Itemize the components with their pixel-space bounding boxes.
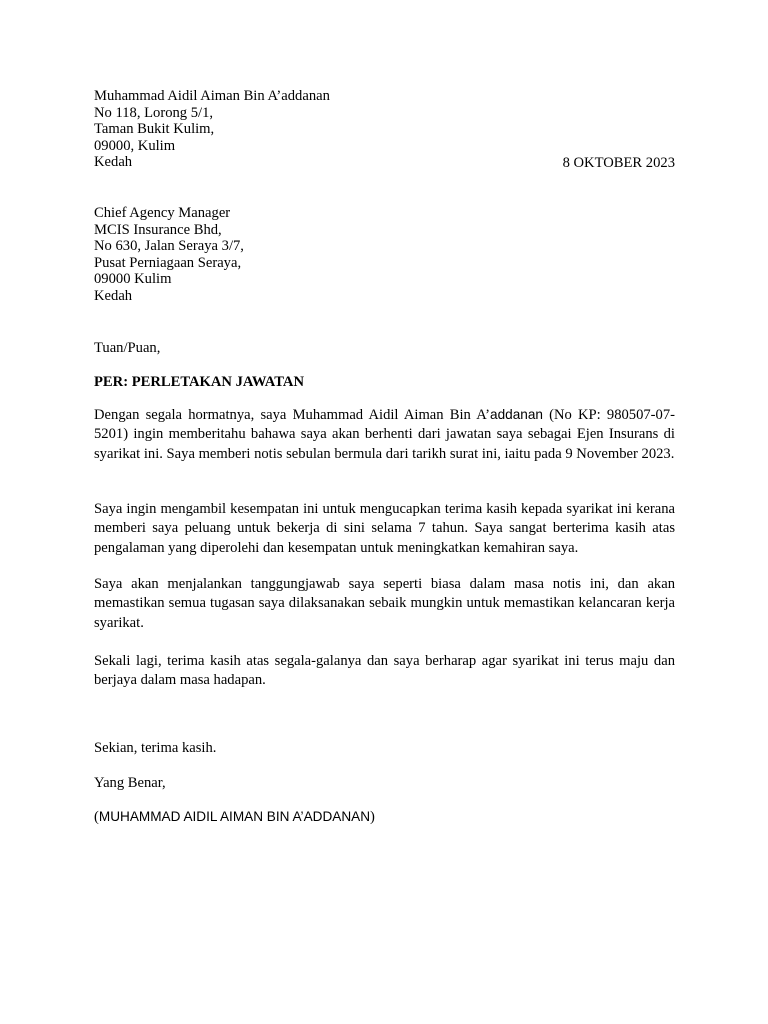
sender-address-line: No 118, Lorong 5/1,: [94, 104, 214, 121]
signoff: Yang Benar,: [94, 775, 166, 791]
paragraph-2: Saya ingin mengambil kesempatan ini untuk mengucapkan terima kasih kepada syarikat ini kerana memberi saya peluang untuk bekerja di sini selama 7 tahun. Saya sangat berterima kasih atas pengalaman yang diperolehi dan kesempatan untuk meningkatkan kemahiran saya.: [94, 501, 675, 556]
paragraph-4: Sekali lagi, terima kasih atas segala-galanya dan saya berharap agar syarikat ini terus maju dan berjaya dalam masa hadapan.: [94, 653, 675, 689]
sender-address-line: 09000, Kulim: [94, 137, 176, 154]
recipient-line: Chief Agency Manager: [94, 205, 231, 221]
signature-name-text: MUHAMMAD AIDIL AIMAN BIN A’ADDANAN: [98, 809, 371, 824]
paragraph-1-end: (No KP: 980507-07-5201) ingin memberitahu bahawa saya akan berhenti dari jawatan saya sebagai Ejen Insurans di syarikat ini. Saya memberi notis sebulan bermula dari tarikh surat ini, iaitu pada 9 November 2023.: [94, 407, 675, 462]
paragraph-3: Saya akan menjalankan tanggungjawab saya seperti biasa dalam masa notis ini, dan akan memastikan semua tugasan saya dilaksanakan sebaik mungkin untuk memastikan kelancaran kerja syarikat.: [94, 576, 675, 631]
sender-address-line: Taman Bukit Kulim,: [94, 121, 215, 138]
signature-name: [94, 809, 675, 826]
sender-name: Muhammad Aidil Aiman Bin A’addanan: [94, 88, 330, 104]
salutation: Tuan/Puan,: [94, 340, 161, 356]
paragraph-1-name-tail: addanan: [490, 407, 543, 422]
recipient-line: Kedah: [94, 287, 133, 304]
recipient-line: No 630, Jalan Seraya 3/7,: [94, 238, 244, 255]
subject-heading: PER: PERLETAKAN JAWATAN: [94, 374, 304, 390]
signature-open-paren: (: [94, 809, 99, 825]
closing-line: Sekian, terima kasih.: [94, 740, 217, 756]
paragraph-1: [94, 405, 675, 464]
paragraph-1-start: Dengan segala hormatnya, saya Muhammad Aidil Aiman Bin A’: [94, 407, 491, 423]
letter-date: 8 OKTOBER 2023: [562, 155, 675, 171]
recipient-line: Pusat Perniagaan Seraya,: [94, 254, 242, 271]
recipient-line: MCIS Insurance Bhd,: [94, 221, 222, 238]
recipient-line: 09000 Kulim: [94, 271, 172, 288]
signature-close-paren: ): [370, 809, 375, 825]
recipient-address: [94, 205, 675, 305]
sender-address-line: Kedah: [94, 154, 133, 171]
